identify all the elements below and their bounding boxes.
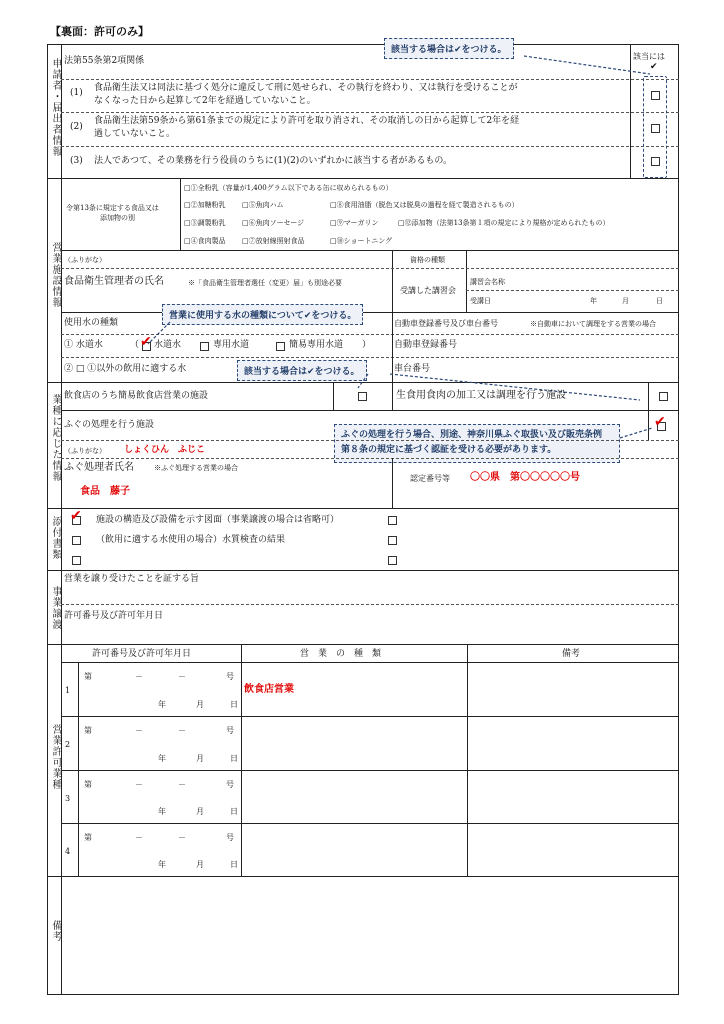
permit-row-3-year: 年 xyxy=(158,807,166,816)
vehicle-reg-note: ※自動車において調理をする営業の場合 xyxy=(530,320,656,328)
food-category-row3d: □⑫添加物（法第13条第１項の規定により規格が定められたもの） xyxy=(398,219,610,227)
permit-row-2-dai: 第 xyxy=(84,726,92,735)
permit-row-3-day: 日 xyxy=(230,807,238,816)
water-option-simple: 簡易専用水道 xyxy=(289,340,344,350)
fugu-person-note: ※ふぐ処理する営業の場合 xyxy=(154,464,238,472)
food-category-row4b: □⑦放射線照射食品 xyxy=(242,237,305,245)
permit-row-1-dash1: － xyxy=(135,672,143,681)
permit-row-3-dash1: － xyxy=(135,780,143,789)
food-category-row3b: □⑥魚肉ソーセージ xyxy=(242,219,305,227)
permit-row-3-dash2: － xyxy=(178,780,186,789)
water-option-1: ① 水道水 xyxy=(64,340,103,350)
course-month: 月 xyxy=(622,297,629,305)
section-label-business-type: 業種に応じた情報 xyxy=(50,394,61,482)
item2-number: (2) xyxy=(70,122,83,132)
section-label-business: 営業施設情報 xyxy=(50,242,61,308)
vehicle-chassis-label: 車台番号 xyxy=(394,364,431,374)
attachment3-checkbox[interactable] xyxy=(72,556,81,565)
section-label-remarks: 備考 xyxy=(50,920,61,942)
permit-row-4-month: 月 xyxy=(196,860,204,869)
page-title: 【裏面：許可のみ】 xyxy=(50,25,149,38)
transfer-line1: 営業を譲り受けたことを証する旨 xyxy=(64,574,200,584)
permit-row-1-year: 年 xyxy=(158,700,166,709)
item1-number: (1) xyxy=(70,88,83,98)
item1-line1: 食品衛生法又は同法に基づく処分に違反して刑に処せられ、その執行を終わり、又は執行を受けることが xyxy=(94,83,518,93)
permit-row-4-day: 日 xyxy=(230,860,238,869)
course-date-label: 受講日 xyxy=(470,297,491,305)
food-category-row3a: □③調製粉乳 xyxy=(184,219,226,227)
header-check-icon: ✔ xyxy=(650,62,658,72)
permit-row-3-month: 月 xyxy=(196,807,204,816)
water-paren-close: ） xyxy=(362,340,372,350)
cert-number-label: 認定番号等 xyxy=(410,474,450,483)
item3-number: (3) xyxy=(70,156,83,166)
permit-row-1-day: 日 xyxy=(230,700,238,709)
course-year: 年 xyxy=(590,297,597,305)
callout-fugu-line1: ふぐの処理を行う場合、別途、神奈川県ふぐ取扱い及び販売条例 xyxy=(341,430,603,440)
attachment1b-checkbox[interactable] xyxy=(388,516,397,525)
course-day: 日 xyxy=(656,297,663,305)
food-category-row2b: □⑤魚肉ハム xyxy=(242,201,284,209)
permit-row-2-dash2: － xyxy=(178,726,186,735)
applicable-header: 該当には xyxy=(633,52,665,61)
fugu-facility-label: ふぐの処理を行う施設 xyxy=(64,420,155,430)
course-label: 受講した講習会 xyxy=(400,286,456,295)
attachment3b-checkbox[interactable] xyxy=(388,556,397,565)
section-label-applicant: 申請者・届出者情報 xyxy=(50,58,61,157)
fugu-furigana-value: しょくひん ふじこ xyxy=(124,445,206,455)
qualification-label: 資格の種類 xyxy=(410,256,445,264)
attachment1-check-icon: ✔ xyxy=(70,508,82,524)
raw-meat-checkbox[interactable] xyxy=(659,392,668,401)
food-category-label-2: 添加物の別 xyxy=(100,214,135,222)
permit-row-1-month: 月 xyxy=(196,700,204,709)
manager-name-label: 食品衛生管理者の氏名 xyxy=(64,276,164,287)
callout-arrow-top xyxy=(520,50,660,80)
vehicle-reg-number-label: 自動車登録番号 xyxy=(394,340,458,350)
permit-row-3-dai: 第 xyxy=(84,780,92,789)
permit-row-2-gou: 号 xyxy=(226,726,234,735)
food-category-row2c: □⑧食用油脂（脱色又は脱臭の過程を経て製造されるもの） xyxy=(330,201,519,209)
attachment2-checkbox[interactable] xyxy=(72,536,81,545)
attachment1-label: 施設の構造及び設備を示す図面（事業譲渡の場合は省略可） xyxy=(96,515,340,525)
water-option-2: ② □ ①以外の飲用に適する水 xyxy=(64,364,187,374)
transfer-line2: 許可番号及び許可年月日 xyxy=(64,611,164,621)
fugu-furigana-label: （ふりがな） xyxy=(64,447,106,455)
cert-number-value: 〇〇県 第〇〇〇〇〇号 xyxy=(470,472,580,483)
permit-row-2-index: 2 xyxy=(65,740,71,749)
attachment2b-checkbox[interactable] xyxy=(388,536,397,545)
fugu-check-icon: ✔ xyxy=(654,414,666,430)
permit-row-4-dash1: － xyxy=(135,833,143,842)
water-option-tap: 水道水 xyxy=(154,340,182,350)
water-tap-check-icon: ✔ xyxy=(140,334,152,350)
permit-row-1-dai: 第 xyxy=(84,672,92,681)
food-category-label-1: 令第13条に規定する食品又は xyxy=(66,204,159,212)
permit-row-4-gou: 号 xyxy=(226,833,234,842)
permit-row-3-index: 3 xyxy=(65,794,71,803)
callout-applicable-top: 該当する場合は✔をつける。 xyxy=(384,38,514,59)
permit-row-4-dai: 第 xyxy=(84,833,92,842)
permit-row-2-month: 月 xyxy=(196,754,204,763)
highlight-box-checkboxes xyxy=(643,76,667,178)
section-label-transfer: 事業譲渡 xyxy=(50,586,61,630)
water-simple-checkbox[interactable] xyxy=(276,342,285,351)
permit-row-1-gou: 号 xyxy=(226,672,234,681)
permit-row-1-dash2: － xyxy=(178,672,186,681)
food-category-row3c: □⑨マーガリン xyxy=(330,219,379,227)
callout-applicable-mid: 該当する場合は✔をつける。 xyxy=(237,360,367,381)
food-category-row2a: □②加糖粉乳 xyxy=(184,201,226,209)
callout-fugu-line2: 第８条の規定に基づく認証を受ける必要があります。 xyxy=(341,445,557,456)
fugu-person-label: ふぐ処理者氏名 xyxy=(64,462,134,473)
permit-col-type: 営 業 の 種 類 xyxy=(300,649,382,659)
item2-line2: 過していないこと。 xyxy=(94,129,176,139)
item1-line2: なくなった日から起算して2年を経過していないこと。 xyxy=(94,96,316,106)
callout-arrow-fugu xyxy=(618,424,658,444)
vehicle-reg-label: 自動車登録番号及び車台番号 xyxy=(394,319,498,328)
permit-row-4-index: 4 xyxy=(65,847,71,856)
attachment2-label: （飲用に適する水使用の場合）水質検査の結果 xyxy=(96,535,286,545)
section-label-permits: 営業許可業種 xyxy=(50,724,61,790)
food-category-row4a: □④食肉製品 xyxy=(184,237,226,245)
permit-row-2-day: 日 xyxy=(230,754,238,763)
section-label-attachments: 添付書類 xyxy=(50,516,61,560)
manager-furigana: （ふりがな） xyxy=(64,256,106,264)
simple-restaurant-label: 飲食店のうち簡易飲食店営業の施設 xyxy=(64,391,209,401)
simple-restaurant-checkbox[interactable] xyxy=(358,392,367,401)
water-option-private: 専用水道 xyxy=(213,340,250,350)
permit-row-4-dash2: － xyxy=(178,833,186,842)
manager-note: ※「食品衛生管理者選任（変更）届」も別途必要 xyxy=(188,279,342,287)
callout-water-type: 営業に使用する水の種類について✔をつける。 xyxy=(162,304,363,325)
water-label: 使用水の種類 xyxy=(64,318,119,328)
item3-text: 法人であつて、その業務を行う役員のうちに(1)(2)のいずれかに該当する者があるもの。 xyxy=(94,156,452,166)
water-private-checkbox[interactable] xyxy=(200,342,209,351)
permit-row-4-year: 年 xyxy=(158,860,166,869)
callout-arrow-water xyxy=(140,320,180,350)
fugu-person-name: 食品 藤子 xyxy=(80,486,130,497)
water-paren-open: （ xyxy=(130,340,140,350)
food-category-row1: □①全粉乳（容量が1,400グラム以下である缶に収められるもの） xyxy=(184,184,393,192)
course-org-label: 講習会名称 xyxy=(470,278,505,286)
permit-row-1-type: 飲食店営業 xyxy=(244,684,294,695)
callout-fugu xyxy=(334,424,620,463)
item2-line1: 食品衛生法第59条から第61条までの規定により許可を取り消され、その取消しの日から起算して2年を経 xyxy=(94,116,520,126)
law-heading: 法第55条第2項関係 xyxy=(64,56,145,66)
food-category-row4c: □⑩ショートニング xyxy=(330,237,393,245)
permit-col-remarks: 備考 xyxy=(562,649,581,659)
permit-col-number: 許可番号及び許可年月日 xyxy=(92,649,192,659)
raw-meat-label: 生食用食肉の加工又は調理を行う施設 xyxy=(396,390,566,401)
permit-row-1-index: 1 xyxy=(65,686,71,695)
permit-row-2-year: 年 xyxy=(158,754,166,763)
permit-row-3-gou: 号 xyxy=(226,780,234,789)
permit-row-2-dash1: － xyxy=(135,726,143,735)
